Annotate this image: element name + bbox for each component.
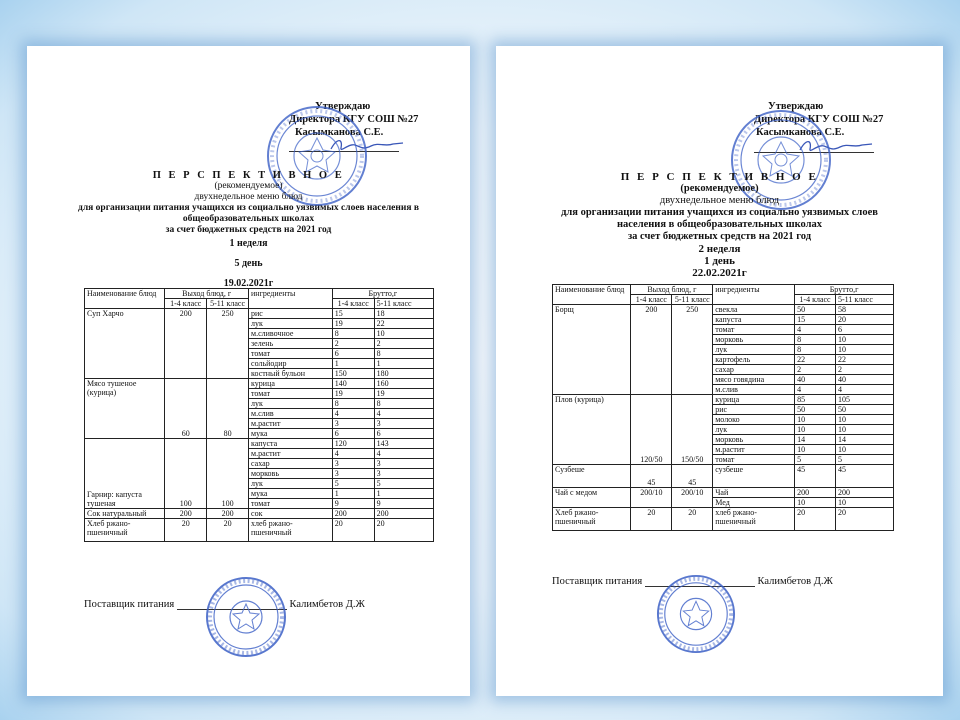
gross-class-a: 50	[795, 405, 836, 415]
header-gross-class-b: 5-11 класс	[835, 295, 893, 305]
dish-name: Хлеб ржано-пшеничный	[553, 508, 631, 531]
gross-class-b: 143	[374, 439, 433, 449]
supplier-label: Поставщик питания	[552, 576, 643, 587]
dish-name: Плов (курица)	[553, 395, 631, 465]
menu-heading	[27, 170, 470, 236]
gross-class-a: 50	[795, 305, 836, 315]
gross-class-b: 19	[374, 389, 433, 399]
header-output: Выход блюд, г	[631, 285, 713, 295]
ingredient-name: м.сливочное	[249, 329, 333, 339]
ingredient-name: мясо говядина	[713, 375, 795, 385]
ingredient-name: капуста	[713, 315, 795, 325]
menu-heading	[496, 171, 943, 243]
ingredient-name: томат	[713, 455, 795, 465]
gross-class-a: 1	[332, 489, 374, 499]
approval-line-2: Директора КГУ СОШ №27	[754, 114, 884, 125]
ingredient-name: м.слив	[713, 385, 795, 395]
ingredient-name: сузбеше	[713, 465, 795, 488]
supplier-stamp-seal	[205, 576, 287, 658]
heading-line-3: двухнедельное меню блюд	[659, 195, 780, 206]
ingredient-name: лук	[249, 479, 333, 489]
header-gross: Брутто,г	[795, 285, 894, 295]
dish-output-class-a: 45	[631, 465, 672, 488]
dish-output-class-b: 80	[207, 379, 249, 439]
heading-line-4: для организации питания учащихся из социально уязвимых слоев населения в	[78, 203, 419, 213]
week-label: 2 неделя	[698, 243, 741, 255]
gross-class-b: 40	[835, 375, 893, 385]
dish-output-class-b: 20	[207, 519, 249, 542]
gross-class-b: 10	[835, 498, 893, 508]
dish-output-class-a: 100	[165, 439, 207, 509]
heading-line-5: общеобразовательных школах	[182, 214, 315, 224]
ingredient-name: лук	[249, 319, 333, 329]
gross-class-b: 200	[374, 509, 433, 519]
ingredient-name: рис	[249, 309, 333, 319]
gross-class-b: 9	[374, 499, 433, 509]
menu-table-left	[84, 288, 434, 542]
ingredient-name: молоко	[713, 415, 795, 425]
ingredient-name: зелень	[249, 339, 333, 349]
ingredient-name: костный бульон	[249, 369, 333, 379]
supplier-name: Калимбетов Д.Ж	[757, 576, 833, 587]
dish-output-class-a: 200/10	[631, 488, 672, 508]
ingredient-name: м.растит	[249, 449, 333, 459]
ingredient-name: лук	[713, 345, 795, 355]
gross-class-a: 10	[795, 425, 836, 435]
dish-output-class-b: 250	[672, 305, 713, 395]
gross-class-b: 5	[374, 479, 433, 489]
dish-output-class-b: 200	[207, 509, 249, 519]
gross-class-a: 15	[795, 315, 836, 325]
header-dish: Наименование блюд	[553, 285, 631, 305]
dish-output-class-b: 200/10	[672, 488, 713, 508]
ingredient-name: лук	[713, 425, 795, 435]
gross-class-b: 5	[835, 455, 893, 465]
gross-class-a: 5	[332, 479, 374, 489]
ingredient-name: Чай	[713, 488, 795, 498]
gross-class-b: 10	[835, 345, 893, 355]
gross-class-b: 18	[374, 309, 433, 319]
ingredient-name: сок	[249, 509, 333, 519]
ingredient-name: лук	[249, 399, 333, 409]
gross-class-a: 2	[795, 365, 836, 375]
dish-output-class-b: 100	[207, 439, 249, 509]
approval-line-1: Утверждаю	[768, 101, 824, 112]
gross-class-a: 10	[795, 498, 836, 508]
dish-name: Сузбеше	[553, 465, 631, 488]
gross-class-b: 45	[835, 465, 893, 488]
gross-class-a: 4	[332, 409, 374, 419]
header-output-class-b: 5-11 класс	[672, 295, 713, 305]
gross-class-b: 4	[374, 449, 433, 459]
date-label: 19.02.2021г	[223, 278, 274, 289]
ingredient-name: Мед	[713, 498, 795, 508]
gross-class-b: 10	[835, 415, 893, 425]
gross-class-a: 140	[332, 379, 374, 389]
dish-output-class-b: 250	[207, 309, 249, 379]
dish-output-class-b: 45	[672, 465, 713, 488]
table-row	[85, 519, 434, 542]
ingredient-name: рис	[713, 405, 795, 415]
ingredient-name: капуста	[249, 439, 333, 449]
ingredient-name: сольйодир	[249, 359, 333, 369]
gross-class-b: 6	[374, 429, 433, 439]
gross-class-b: 180	[374, 369, 433, 379]
dish-output-class-a: 120/50	[631, 395, 672, 465]
header-ingredients: ингредиенты	[713, 285, 795, 305]
supplier-name: Калимбетов Д.Ж	[289, 599, 365, 610]
gross-class-b: 14	[835, 435, 893, 445]
gross-class-a: 9	[332, 499, 374, 509]
dish-name: Хлеб ржано-пшеничный	[85, 519, 165, 542]
gross-class-a: 14	[795, 435, 836, 445]
ingredient-name: сахар	[713, 365, 795, 375]
gross-class-a: 200	[332, 509, 374, 519]
ingredient-name: м.растит	[249, 419, 333, 429]
table-row	[85, 379, 434, 389]
ingredient-name: томат	[249, 499, 333, 509]
gross-class-b: 20	[835, 315, 893, 325]
gross-class-a: 40	[795, 375, 836, 385]
gross-class-a: 120	[332, 439, 374, 449]
gross-class-b: 4	[374, 409, 433, 419]
header-gross-class-a: 1-4 класс	[795, 295, 836, 305]
gross-class-b: 3	[374, 469, 433, 479]
heading-line-3: двухнедельное меню блюд	[194, 192, 303, 202]
ingredient-name: курица	[713, 395, 795, 405]
gross-class-b: 2	[374, 339, 433, 349]
gross-class-b: 160	[374, 379, 433, 389]
gross-class-a: 8	[795, 335, 836, 345]
gross-class-b: 2	[835, 365, 893, 375]
document-page-left	[27, 46, 470, 696]
ingredient-name: томат	[249, 389, 333, 399]
gross-class-a: 15	[332, 309, 374, 319]
heading-title: П Е Р С П Е К Т И В Н О Е	[152, 170, 345, 181]
ingredient-name: морковь	[713, 335, 795, 345]
ingredient-name: м.слив	[249, 409, 333, 419]
ingredient-name: картофель	[713, 355, 795, 365]
week-label: 1 неделя	[229, 238, 268, 249]
gross-class-b: 10	[835, 335, 893, 345]
dish-output-class-a: 20	[165, 519, 207, 542]
gross-class-a: 6	[332, 429, 374, 439]
ingredient-name: свекла	[713, 305, 795, 315]
table-row	[85, 309, 434, 319]
dish-output-class-a: 60	[165, 379, 207, 439]
ingredient-name: хлеб ржано-пшеничный	[249, 519, 333, 542]
dish-output-class-a: 200	[631, 305, 672, 395]
header-gross: Брутто,г	[332, 289, 433, 299]
approval-line-3: Касымканова С.Е.	[295, 127, 384, 138]
gross-class-a: 3	[332, 469, 374, 479]
heading-line-4: для организации питания учащихся из социально уязвимых слоев	[561, 207, 878, 218]
gross-class-a: 200	[795, 488, 836, 498]
document-page-right	[496, 46, 943, 696]
gross-class-b: 58	[835, 305, 893, 315]
gross-class-b: 200	[835, 488, 893, 498]
menu-table-right	[552, 284, 894, 531]
gross-class-a: 8	[332, 399, 374, 409]
dish-output-class-a: 20	[631, 508, 672, 531]
heading-line-6: за счет бюджетных средств на 2021 год	[627, 231, 812, 242]
ingredient-name: хлеб ржано-пшеничный	[713, 508, 795, 531]
approval-line-2: Директора КГУ СОШ №27	[289, 114, 419, 125]
gross-class-b: 10	[374, 329, 433, 339]
header-output-class-a: 1-4 класс	[165, 299, 207, 309]
header-output-class-b: 5-11 класс	[207, 299, 249, 309]
gross-class-b: 20	[374, 519, 433, 542]
gross-class-b: 1	[374, 359, 433, 369]
gross-class-a: 8	[795, 345, 836, 355]
gross-class-b: 4	[835, 385, 893, 395]
dish-name: Борщ	[553, 305, 631, 395]
table-row	[553, 488, 894, 498]
gross-class-a: 20	[332, 519, 374, 542]
gross-class-a: 22	[795, 355, 836, 365]
ingredient-name: курица	[249, 379, 333, 389]
header-gross-class-b: 5-11 класс	[374, 299, 433, 309]
gross-class-a: 5	[795, 455, 836, 465]
ingredient-name: томат	[713, 325, 795, 335]
gross-class-a: 10	[795, 445, 836, 455]
header-ingredients: ингредиенты	[249, 289, 333, 309]
heading-subtitle: (рекомендуемое)	[214, 181, 283, 191]
heading-line-6: за счет бюджетных средств на 2021 год	[165, 225, 332, 235]
supplier-stamp-seal	[656, 574, 736, 654]
heading-line-5: населения в общеобразовательных школах	[616, 219, 823, 230]
dish-name: Гарнир: капуста тушеная	[85, 439, 165, 509]
table-row	[85, 509, 434, 519]
gross-class-a: 45	[795, 465, 836, 488]
ingredient-name: сахар	[249, 459, 333, 469]
ingredient-name: томат	[249, 349, 333, 359]
gross-class-b: 6	[835, 325, 893, 335]
gross-class-a: 4	[795, 325, 836, 335]
table-row	[553, 465, 894, 488]
gross-class-a: 8	[332, 329, 374, 339]
gross-class-a: 4	[332, 449, 374, 459]
approval-line-1: Утверждаю	[315, 101, 371, 112]
ingredient-name: мука	[249, 429, 333, 439]
table-row	[553, 508, 894, 531]
gross-class-b: 22	[835, 355, 893, 365]
heading-title: П Е Р С П Е К Т И В Н О Е	[620, 171, 819, 183]
gross-class-b: 3	[374, 419, 433, 429]
dish-output-class-a: 200	[165, 509, 207, 519]
dish-output-class-b: 150/50	[672, 395, 713, 465]
header-output-class-a: 1-4 класс	[631, 295, 672, 305]
gross-class-a: 6	[332, 349, 374, 359]
gross-class-b: 20	[835, 508, 893, 531]
gross-class-b: 22	[374, 319, 433, 329]
dish-name: Суп Харчо	[85, 309, 165, 379]
gross-class-b: 8	[374, 399, 433, 409]
table-row	[553, 395, 894, 405]
gross-class-a: 1	[332, 359, 374, 369]
header-gross-class-a: 1-4 класс	[332, 299, 374, 309]
ingredient-name: морковь	[249, 469, 333, 479]
gross-class-a: 19	[332, 319, 374, 329]
dish-name: Мясо тушеное (курица)	[85, 379, 165, 439]
gross-class-a: 10	[795, 415, 836, 425]
dish-output-class-b: 20	[672, 508, 713, 531]
ingredient-name: мука	[249, 489, 333, 499]
header-dish: Наименование блюд	[85, 289, 165, 309]
gross-class-b: 8	[374, 349, 433, 359]
gross-class-b: 1	[374, 489, 433, 499]
gross-class-b: 105	[835, 395, 893, 405]
table-row	[85, 439, 434, 449]
dish-output-class-a: 200	[165, 309, 207, 379]
gross-class-a: 3	[332, 459, 374, 469]
supplier-label: Поставщик питания	[84, 599, 175, 610]
header-output: Выход блюд, г	[165, 289, 249, 299]
gross-class-b: 10	[835, 425, 893, 435]
gross-class-a: 2	[332, 339, 374, 349]
gross-class-a: 150	[332, 369, 374, 379]
gross-class-a: 20	[795, 508, 836, 531]
gross-class-a: 19	[332, 389, 374, 399]
table-row	[553, 305, 894, 315]
day-label: 1 день	[704, 255, 735, 267]
gross-class-b: 50	[835, 405, 893, 415]
ingredient-name: м.растит	[713, 445, 795, 455]
approval-line-3: Касымканова С.Е.	[756, 127, 845, 138]
dish-name: Сок натуральный	[85, 509, 165, 519]
gross-class-b: 3	[374, 459, 433, 469]
gross-class-a: 85	[795, 395, 836, 405]
dish-name: Чай с медом	[553, 488, 631, 508]
date-label: 22.02.2021г	[692, 267, 747, 279]
ingredient-name: морковь	[713, 435, 795, 445]
heading-subtitle: (рекомендуемое)	[680, 183, 759, 194]
day-label: 5 день	[234, 258, 263, 269]
gross-class-a: 3	[332, 419, 374, 429]
gross-class-a: 4	[795, 385, 836, 395]
gross-class-b: 10	[835, 445, 893, 455]
